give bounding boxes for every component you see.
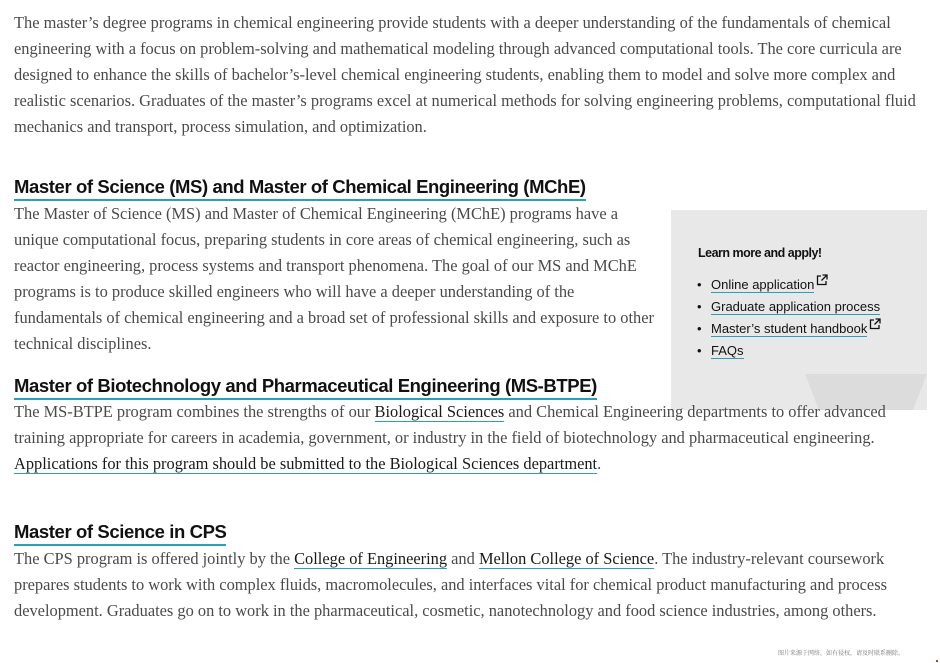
cps-text-b: and: [447, 549, 479, 568]
cps-text-c: . The industry-relevant coursework prepares students to work with complex fluids, macromolecules, and interfaces vital for chemical product manufacturing and process development. Graduates go on to work in the pharmaceutical, cosmetic, nanotechnology and food science industries, among others.: [14, 549, 887, 620]
apply-sidebar-title: Learn more and apply!: [698, 246, 822, 260]
apply-sidebar-box: [671, 210, 927, 410]
list-item: [697, 274, 881, 296]
cps-text-a: The CPS program is offered jointly by the: [14, 549, 295, 568]
mellon-college-link[interactable]: Mellon College of Science: [478, 549, 655, 568]
ms-mche-paragraph: The Master of Science (MS) and Master of Chemical Engineering (MChE) programs have a unique computational focus, preparing students in core areas of chemical engineering, such as reactor engineering, process systems and transport phenomena. The goal of our MS and MChE programs is to produce skilled engineers who will have a deeper understanding of the fundamentals of chemical engineering and a broad set of professional skills and exposure to other technical disciplines.: [14, 204, 654, 353]
external-link-icon[interactable]: [869, 315, 881, 337]
cps-heading: Master of Science in CPS: [14, 520, 226, 546]
college-of-engineering-link[interactable]: College of Engineering: [294, 549, 448, 568]
external-link-icon[interactable]: [816, 271, 828, 293]
intro-paragraph: The master’s degree programs in chemical engineering provide students with a deeper understanding of the fundamentals of chemical engineering with a focus on problem-solving and mathematical modeling through advanced computational tools. The core curricula are designed to enhance the skills of bachelor’s-level chemical engineering students, enabling them to model and solve more complex and realistic scenarios. Graduates of the master’s programs excel at numerical methods for solving engineering problems, computational fluid mechanics and transport, process simulation, and optimization.: [14, 13, 916, 136]
bullet: •: [697, 343, 702, 358]
btpe-text-b: and Chemical Engineering departments to offer advanced training appropriate for careers in academia, government, or industry in the field of biotechnology and pharmaceutical engineering.: [14, 402, 886, 447]
bullet: •: [697, 321, 702, 336]
graduate-application-process-link[interactable]: Graduate application process: [711, 299, 881, 314]
apply-links-list: [697, 274, 881, 362]
student-handbook-link[interactable]: Master’s student handbook: [711, 321, 868, 336]
faqs-link[interactable]: FAQs: [711, 343, 744, 358]
bullet: •: [697, 277, 702, 292]
list-item: [697, 340, 881, 362]
list-item: [697, 296, 881, 318]
list-item: [697, 318, 881, 340]
btpe-paragraph: [14, 399, 930, 477]
cps-paragraph: [14, 546, 930, 624]
btpe-apply-link[interactable]: Applications for this program should be submitted to the Biological Sciences department: [14, 454, 598, 473]
ms-mche-heading: Master of Science (MS) and Master of Chemical Engineering (MChE): [14, 175, 586, 201]
online-application-link[interactable]: Online application: [711, 277, 815, 292]
btpe-heading: Master of Biotechnology and Pharmaceutical Engineering (MS-BTPE): [14, 374, 597, 400]
btpe-text-a: The MS-BTPE program combines the strengths of our: [14, 402, 375, 421]
btpe-text-c: .: [597, 454, 602, 473]
bullet: •: [697, 299, 702, 314]
biological-sciences-link[interactable]: Biological Sciences: [374, 402, 505, 421]
image-source-footnote: 图片来源于网络，如有侵权，请及时联系删除。: [777, 650, 904, 657]
corner-mark: [936, 660, 938, 662]
